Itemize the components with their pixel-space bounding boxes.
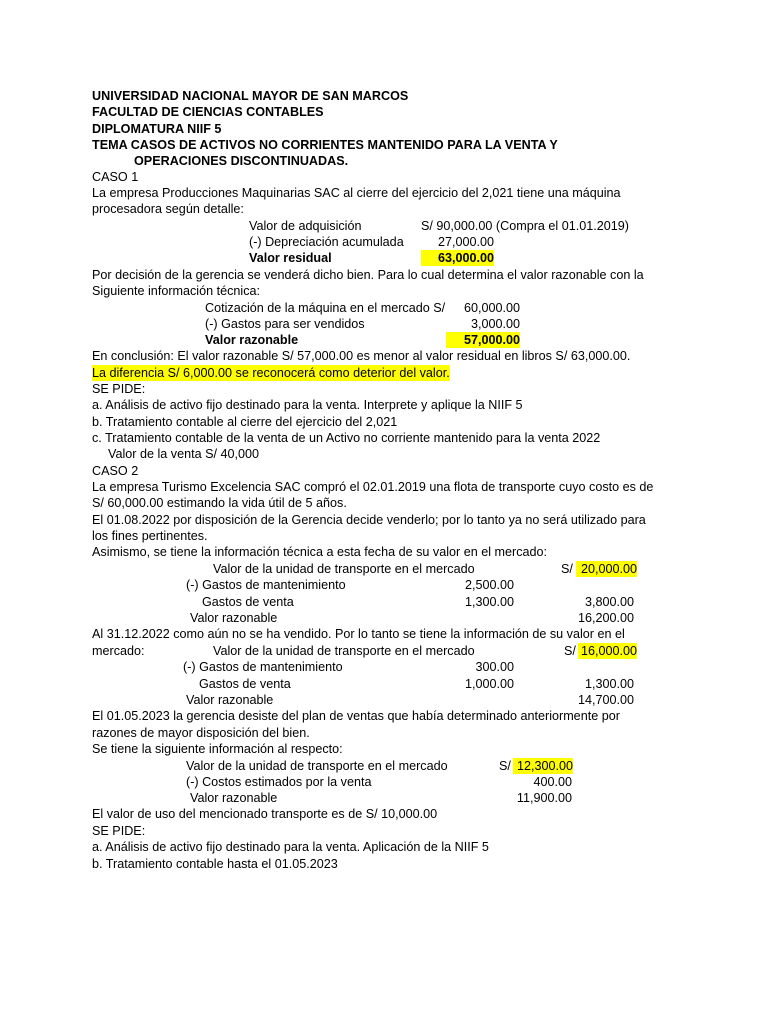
case2-para-line9: El valor de uso del mencionado transporte es de S/ 10,000.00 <box>92 807 438 821</box>
case2-t1-sales-label: Gastos de venta <box>202 595 294 609</box>
case1-ask-a: a. Análisis de activo fijo destinado para la venta. Interprete y aplique la NIIF 5 <box>92 398 523 412</box>
case1-t2-quote-label: Cotización de la máquina en el mercado S/ <box>205 301 446 315</box>
case1-t2-costs-label: (-) Gastos para ser vendidos <box>205 317 365 331</box>
case1-t2-fair-label: Valor razonable <box>205 333 299 347</box>
case2-t2-market-label: Valor de la unidad de transporte en el mercado <box>213 644 475 658</box>
case2-t2-maintenance-label: (-) Gastos de mantenimiento <box>183 660 343 674</box>
case2-intro-line1: La empresa Turismo Excelencia SAC compró el 02.01.2019 una flota de transporte cuyo costo es de <box>92 480 654 494</box>
case1-t2-costs-value: 3,000.00 <box>470 317 520 331</box>
case2-title: CASO 2 <box>92 464 139 478</box>
case2-t3-fair-label: Valor razonable <box>190 791 278 805</box>
case2-t3-market-value: 12,300.00 <box>513 758 573 774</box>
case1-para-line2: Siguiente información técnica: <box>92 284 261 298</box>
case2-t1-sales-value: 1,300.00 <box>464 595 514 609</box>
case2-para-line5: mercado: <box>92 644 145 658</box>
case1-ask-b: b. Tratamiento contable al cierre del ejercicio del 2,021 <box>92 415 398 429</box>
faculty-heading: FACULTAD DE CIENCIAS CONTABLES <box>92 105 324 119</box>
topic-heading-line1: TEMA CASOS DE ACTIVOS NO CORRIENTES MANTENIDO PARA LA VENTA Y <box>92 138 558 152</box>
case2-t3-market-label: Valor de la unidad de transporte en el mercado <box>186 759 448 773</box>
case1-conclusion: En conclusión: El valor razonable S/ 57,000.00 es menor al valor residual en libros S/ 63,000.00. <box>92 349 631 363</box>
case2-para-line8: Se tiene la siguiente información al respecto: <box>92 742 343 756</box>
case2-t3-market-currency: S/ <box>499 759 511 773</box>
case2-para-line1: El 01.08.2022 por disposición de la Gerencia decide venderlo; por lo tanto ya no será utilizado para <box>92 513 646 527</box>
case2-t1-maintenance-label: (-) Gastos de mantenimiento <box>186 578 346 592</box>
case2-t2-costs-total: 1,300.00 <box>584 677 634 691</box>
case2-t1-fair-label: Valor razonable <box>190 611 278 625</box>
case2-t2-sales-label: Gastos de venta <box>199 677 291 691</box>
case1-ask-c: c. Tratamiento contable de la venta de un Activo no corriente mantenido para la venta 2022 <box>92 431 601 445</box>
university-heading: UNIVERSIDAD NACIONAL MAYOR DE SAN MARCOS <box>92 89 409 103</box>
case2-para-line2: los fines pertinentes. <box>92 529 208 543</box>
case2-t1-fair-total: 16,200.00 <box>577 611 634 625</box>
case2-asks-title: SE PIDE: <box>92 824 146 838</box>
case1-t2-quote-value: 60,000.00 <box>463 301 520 315</box>
case2-t2-sales-value: 1,000.00 <box>464 677 514 691</box>
case2-intro-line2: S/ 60,000.00 estimando la vida útil de 5 años. <box>92 496 347 510</box>
case2-t2-market-value: 16,000.00 <box>578 643 637 659</box>
case2-t2-fair-total: 14,700.00 <box>577 693 634 707</box>
case1-t1-acquisition-label: Valor de adquisición <box>249 219 362 233</box>
case2-t2-market-currency: S/ <box>564 644 576 658</box>
case2-t1-costs-total: 3,800.00 <box>584 595 634 609</box>
case2-t1-maintenance-value: 2,500.00 <box>464 578 514 592</box>
case1-t1-residual-value: 63,000.00 <box>421 250 494 266</box>
case2-t1-market-value: 20,000.00 <box>576 561 637 577</box>
case1-t1-depreciation-label: (-) Depreciación acumulada <box>249 235 404 249</box>
case2-para-line7: razones de mayor disposición del bien. <box>92 726 310 740</box>
case1-intro-line2: procesadora según detalle: <box>92 202 244 216</box>
case1-asks-title: SE PIDE: <box>92 382 146 396</box>
program-heading: DIPLOMATURA NIIF 5 <box>92 122 222 136</box>
case2-ask-b: b. Tratamiento contable hasta el 01.05.2023 <box>92 857 338 871</box>
case2-t3-fair-value: 11,900.00 <box>516 791 572 805</box>
case2-t1-market-label: Valor de la unidad de transporte en el mercado <box>213 562 475 576</box>
case1-title: CASO 1 <box>92 170 139 184</box>
case2-para-line3: Asimismo, se tiene la información técnica a esta fecha de su valor en el mercado: <box>92 545 547 559</box>
case2-t2-maintenance-value: 300.00 <box>475 660 514 674</box>
case1-intro-line1: La empresa Producciones Maquinarias SAC al cierre del ejercicio del 2,021 tiene una máquina <box>92 186 621 200</box>
case2-t3-sale-costs-value: 400.00 <box>533 775 572 789</box>
case1-t1-residual-label: Valor residual <box>249 251 332 265</box>
topic-heading-line2: OPERACIONES DISCONTINUADAS. <box>134 154 349 168</box>
case1-difference: La diferencia S/ 6,000.00 se reconocerá como deterior del valor. <box>92 366 450 380</box>
case1-t1-acquisition-value: S/ 90,000.00 (Compra el 01.01.2019) <box>421 219 629 233</box>
case2-t1-market-currency: S/ <box>561 562 573 576</box>
case2-t2-fair-label: Valor razonable <box>186 693 274 707</box>
case1-t1-depreciation-value: 27,000.00 <box>437 235 494 249</box>
case2-para-line6: El 01.05.2023 la gerencia desiste del plan de ventas que había determinado anteriormente por <box>92 709 620 723</box>
case1-para-line1: Por decisión de la gerencia se venderá dicho bien. Para lo cual determina el valor razonable con la <box>92 268 644 282</box>
case2-para-line4: Al 31.12.2022 como aún no se ha vendido. Por lo tanto se tiene la información de su valor en el <box>92 627 625 641</box>
case2-ask-a: a. Análisis de activo fijo destinado para la venta. Aplicación de la NIIF 5 <box>92 840 489 854</box>
case1-ask-c-sale-value: Valor de la venta S/ 40,000 <box>108 447 259 461</box>
case2-t3-sale-costs-label: (-) Costos estimados por la venta <box>186 775 372 789</box>
case1-t2-fair-value: 57,000.00 <box>446 332 520 348</box>
